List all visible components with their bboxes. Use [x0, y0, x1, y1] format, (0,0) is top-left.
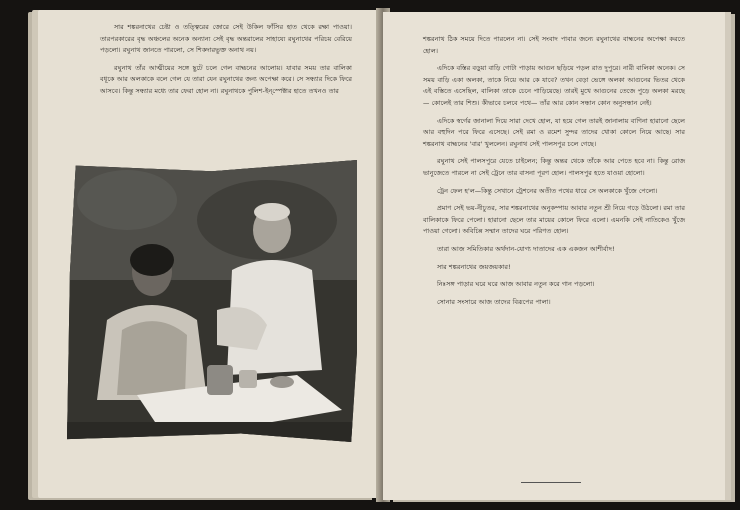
paragraph: তারা আজ সমিতিকার অর্থদান-যোগ্য দাতাদের এক একজন আশীর্বাদ!: [437, 245, 615, 253]
paragraph: নিঃসঙ্গ পাড়ার ঘরে ঘরে আজ আবার নতুন করে গান পড়লো।: [437, 281, 595, 289]
right-page-text: [423, 34, 685, 314]
paragraph: সার শঙ্করনাথের চেষ্টা ও তত্ত্বিরের জোরে সেই উকিল ফাঁসির হাত থেকে রক্ষা পাওয়া। তারপরকারের বৃদ্ধ অঞ্চলের অনেক অন্যান্য সেই বৃদ্ধ অন্তরালের সাহায্যে রঘুনাথের পরিচয় বেরিয়ে পড়লো। রঘুনাথ জানতে পারলো, সে শিকদারভুক্ত অনাথ নয়।: [100, 24, 352, 55]
paragraph: ট্রেন ফেল হ'ল—কিন্তু সেখানে ট্রেশনের অতীত পথের ধারে সে অলকাকে খুঁজে পেলো।: [437, 187, 658, 195]
end-rule: [521, 482, 581, 483]
photo-illustration: [67, 160, 357, 442]
left-page-text: [100, 22, 352, 104]
paragraph: সোনার সংসারে আজ তাদের বিরূপের পালা।: [437, 298, 551, 306]
paragraph: এদিকে স্বর্গের জানালা দিয়ে সারা দেখে হোল, যা হয়ে গেল তারই জানালায় বাণিনা হারানো ছেলে আর বহুদিন পরে ফিরে এসেছে। সেই রমা ও রমেশ সুন্দর তাদের খোকা কোলে নিয়ে আছে। সার শঙ্করনাথ বাহ্মনের 'বার' খুললেন। রঘুনাথ সেই পালসপুর চলে গেছে।: [423, 117, 685, 148]
paragraph: এদিকে বস্তির বড়ুয়া বাড়ি গোটা পাড়ায় আগুন ছড়িয়ে পড়ল রাত দুপুরে। নারী বালিকা অনেক। সে সময় বাড়ি একা অলকা, তাকে নিয়ে আর কে যাবে? তখন বেড়া ভেঙ্গে অলকা আগুনের ভিতর থেকে এই বস্তিতে এসেছিল, বালিকা তাকে চেনে পাড়িয়েছে। তারই মুখে আগুনের তেজে পুড়ে অলকা মরছে— কোলেই তার শিশু। কীভাবে চলবে পথে— তাঁর আর কোন সন্ধান কোন অনুসন্ধান নেই।: [423, 65, 685, 107]
paragraph: রঘুনাথ তাঁর আত্মীয়ের সঙ্গে ছুটে চলে গেল বাহ্মনের আলোয়। যাবার সময় তার বালিকা বধূকে আর অলকাকে বলে গেল যে তারা যেন রঘুনাথের জন্য অপেক্ষা করে। সে সন্ধ্যার দিকে ফিরে আসবে। কিন্তু সন্ধ্যার মধ্যে তার ফেরা হোল না। রঘুনাথকে পুলিশ-ইন্‌স্পেক্টার হাতে তখনও তার: [100, 64, 352, 95]
right-page: [383, 12, 725, 500]
film-still-photo: [67, 160, 357, 442]
paragraph: সার শঙ্করনাথের জয়জয়কার!: [437, 263, 511, 271]
paragraph: রঘুনাথ সেই পালসপুরে যেতে চাইলেন; কিন্তু অন্তর থেকে তাঁকে আর পেতে হবে না। কিন্তু রোজ ভানুজেতে পারলে না সেই ট্রেনে তার বাসনা পূরণ হোল। পালসপুর হতে যাওয়া হোলো।: [423, 158, 685, 177]
paragraph: শঙ্করনাথ ঠিক সময়ে দিতে পারলেন না। সেই সংবাদ পাবার জন্যে রঘুনাথের বাহ্মনের অপেক্ষা করতে হোল।: [423, 36, 685, 55]
paragraph: প্রমাণ সেই ভয়-নীচুতর, সার শঙ্করনাথের অনুকম্পায় আবার নতুন শ্রী নিয়ে গড়ে উঠলো। রমা তার বালিকাকে ফিরে পেলো। হারানো ছেলে তার মায়ের কোলে ফিরে এলো। এমনকি সেই নাতিকেও খুঁজে পাওয়া গেলো। অবিচিন্ন সম্মান তাদের ঘরে পরিণত হোল।: [423, 205, 685, 236]
